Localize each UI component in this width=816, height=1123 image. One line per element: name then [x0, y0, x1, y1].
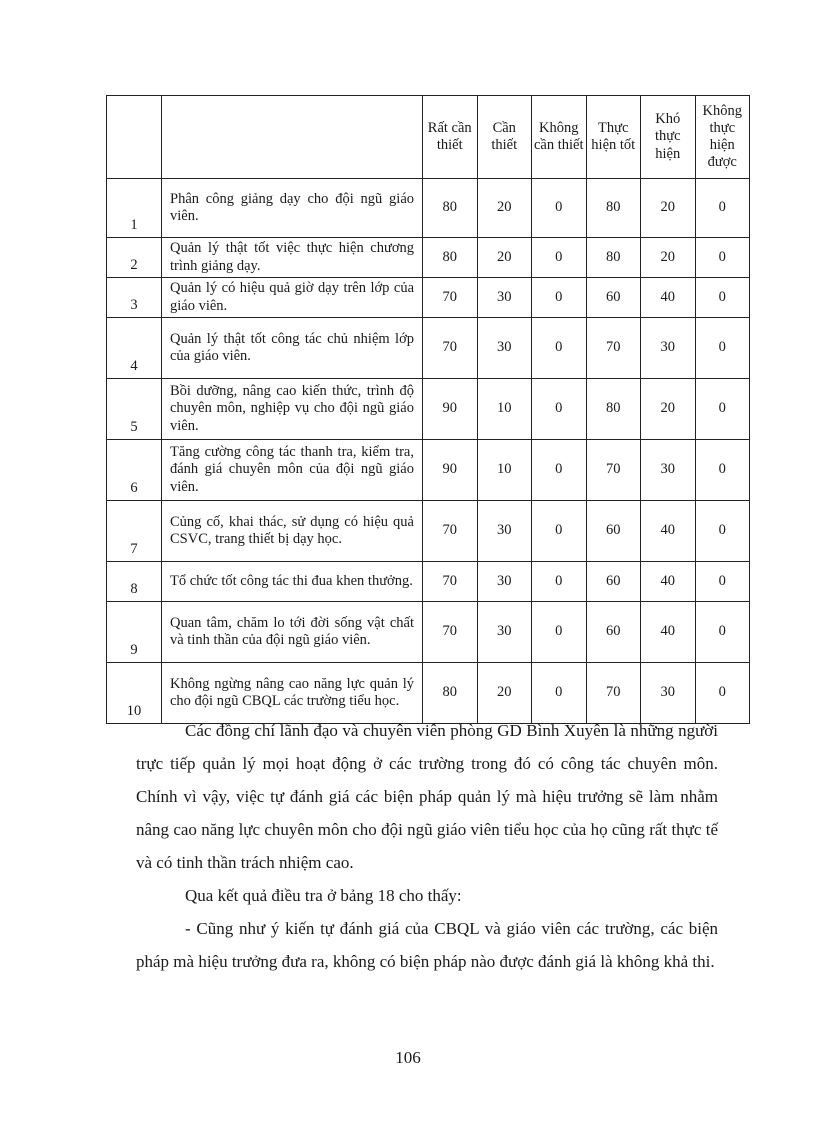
- value-cell: 70: [423, 501, 478, 562]
- row-number-cell: 6: [107, 440, 162, 501]
- value-cell: 0: [695, 440, 750, 501]
- value-cell: 20: [641, 238, 696, 278]
- table-row: [107, 602, 750, 663]
- header-can-thiet: Cần thiết: [477, 96, 532, 179]
- paragraph: - Cũng như ý kiến tự đánh giá của CBQL và giáo viên các trường, các biện pháp mà hiệu trưởng đưa ra, không có biện pháp nào được đánh giá là không khả thi.: [136, 919, 718, 971]
- value-cell: 0: [532, 602, 587, 663]
- value-cell: 0: [695, 663, 750, 724]
- value-cell: 0: [532, 179, 587, 238]
- value-cell: 80: [423, 179, 478, 238]
- row-number-cell: 8: [107, 562, 162, 602]
- value-cell: 30: [477, 318, 532, 379]
- value-cell: 60: [586, 501, 641, 562]
- value-cell: 0: [532, 440, 587, 501]
- value-cell: 10: [477, 440, 532, 501]
- value-cell: 0: [532, 318, 587, 379]
- value-cell: 0: [695, 562, 750, 602]
- measure-description-cell: Quản lý thật tốt công tác chủ nhiệm lớp của giáo viên.: [162, 318, 423, 379]
- header-thuc-hien-tot: Thực hiện tốt: [586, 96, 641, 179]
- value-cell: 80: [423, 663, 478, 724]
- value-cell: 70: [586, 318, 641, 379]
- value-cell: 40: [641, 501, 696, 562]
- value-cell: 0: [532, 562, 587, 602]
- value-cell: 30: [641, 440, 696, 501]
- survey-table: [106, 95, 750, 724]
- row-number-cell: 9: [107, 602, 162, 663]
- value-cell: 40: [641, 562, 696, 602]
- row-number-cell: 5: [107, 379, 162, 440]
- measure-description-cell: Tăng cường công tác thanh tra, kiểm tra, đánh giá chuyên môn của đội ngũ giáo viên.: [162, 440, 423, 501]
- table-row: [107, 562, 750, 602]
- value-cell: 60: [586, 602, 641, 663]
- table-row: [107, 379, 750, 440]
- value-cell: 60: [586, 562, 641, 602]
- value-cell: 30: [477, 562, 532, 602]
- table-row: [107, 501, 750, 562]
- table-row: [107, 440, 750, 501]
- value-cell: 0: [695, 501, 750, 562]
- value-cell: 20: [477, 663, 532, 724]
- table-body: [107, 179, 750, 724]
- header-khong-thuc-hien-duoc: Không thực hiện được: [695, 96, 750, 179]
- value-cell: 70: [423, 318, 478, 379]
- value-cell: 0: [532, 379, 587, 440]
- measure-description-cell: Không ngừng nâng cao năng lực quản lý cho đội ngũ CBQL các trường tiểu học.: [162, 663, 423, 724]
- measure-description-cell: Bồi dưỡng, nâng cao kiến thức, trình độ chuyên môn, nghiệp vụ cho đội ngũ giáo viên.: [162, 379, 423, 440]
- value-cell: 0: [695, 379, 750, 440]
- measure-description-cell: Quản lý có hiệu quả giờ dạy trên lớp của giáo viên.: [162, 278, 423, 318]
- table-row: [107, 278, 750, 318]
- value-cell: 70: [423, 602, 478, 663]
- measure-description-cell: Quản lý thật tốt việc thực hiện chương trình giảng dạy.: [162, 238, 423, 278]
- header-kho-thuc-hien: Khó thực hiện: [641, 96, 696, 179]
- table-header-row: [107, 96, 750, 179]
- measure-description-cell: Tổ chức tốt công tác thi đua khen thưởng.: [162, 562, 423, 602]
- header-cell: [162, 96, 423, 179]
- value-cell: 0: [532, 278, 587, 318]
- header-cell: [107, 96, 162, 179]
- row-number-cell: 4: [107, 318, 162, 379]
- value-cell: 30: [641, 663, 696, 724]
- paragraph: Các đồng chí lãnh đạo và chuyên viên phòng GD Bình Xuyên là những người trực tiếp quản lý mọi hoạt động ở các trường trong đó có công tác chuyên môn. Chính vì vậy, việc tự đánh giá các biện pháp quản lý mà hiệu trưởng sẽ làm nhằm nâng cao năng lực chuyên môn cho đội ngũ giáo viên tiểu học của họ cũng rất thực tế và có tinh thần trách nhiệm cao.: [136, 721, 718, 872]
- value-cell: 20: [641, 179, 696, 238]
- value-cell: 80: [423, 238, 478, 278]
- value-cell: 40: [641, 278, 696, 318]
- table-row: [107, 179, 750, 238]
- value-cell: 0: [695, 278, 750, 318]
- header-khong-can-thiet: Không cần thiết: [532, 96, 587, 179]
- value-cell: 0: [695, 179, 750, 238]
- row-number-cell: 2: [107, 238, 162, 278]
- measure-description-cell: Quan tâm, chăm lo tới đời sống vật chất và tinh thần của đội ngũ giáo viên.: [162, 602, 423, 663]
- value-cell: 0: [695, 602, 750, 663]
- value-cell: 0: [532, 501, 587, 562]
- header-rat-can-thiet: Rất cần thiết: [423, 96, 478, 179]
- value-cell: 30: [477, 278, 532, 318]
- row-number-cell: 10: [107, 663, 162, 724]
- value-cell: 30: [641, 318, 696, 379]
- value-cell: 90: [423, 440, 478, 501]
- value-cell: 80: [586, 238, 641, 278]
- value-cell: 30: [477, 602, 532, 663]
- row-number-cell: 1: [107, 179, 162, 238]
- value-cell: 30: [477, 501, 532, 562]
- value-cell: 70: [586, 440, 641, 501]
- value-cell: 0: [695, 318, 750, 379]
- page-number: 106: [395, 1048, 421, 1067]
- value-cell: 80: [586, 179, 641, 238]
- measure-description-cell: Phân công giảng dạy cho đội ngũ giáo viên.: [162, 179, 423, 238]
- paragraph: Qua kết quả điều tra ở bảng 18 cho thấy:: [185, 886, 462, 905]
- value-cell: 20: [641, 379, 696, 440]
- row-number-cell: 3: [107, 278, 162, 318]
- value-cell: 0: [532, 238, 587, 278]
- value-cell: 0: [532, 663, 587, 724]
- value-cell: 20: [477, 179, 532, 238]
- value-cell: 70: [423, 562, 478, 602]
- body-text: [136, 714, 718, 978]
- value-cell: 10: [477, 379, 532, 440]
- row-number-cell: 7: [107, 501, 162, 562]
- value-cell: 70: [423, 278, 478, 318]
- value-cell: 20: [477, 238, 532, 278]
- measure-description-cell: Củng cố, khai thác, sử dụng có hiệu quả CSVC, trang thiết bị dạy học.: [162, 501, 423, 562]
- value-cell: 0: [695, 238, 750, 278]
- value-cell: 60: [586, 278, 641, 318]
- value-cell: 70: [586, 663, 641, 724]
- value-cell: 40: [641, 602, 696, 663]
- table-row: [107, 238, 750, 278]
- value-cell: 80: [586, 379, 641, 440]
- table-row: [107, 318, 750, 379]
- value-cell: 90: [423, 379, 478, 440]
